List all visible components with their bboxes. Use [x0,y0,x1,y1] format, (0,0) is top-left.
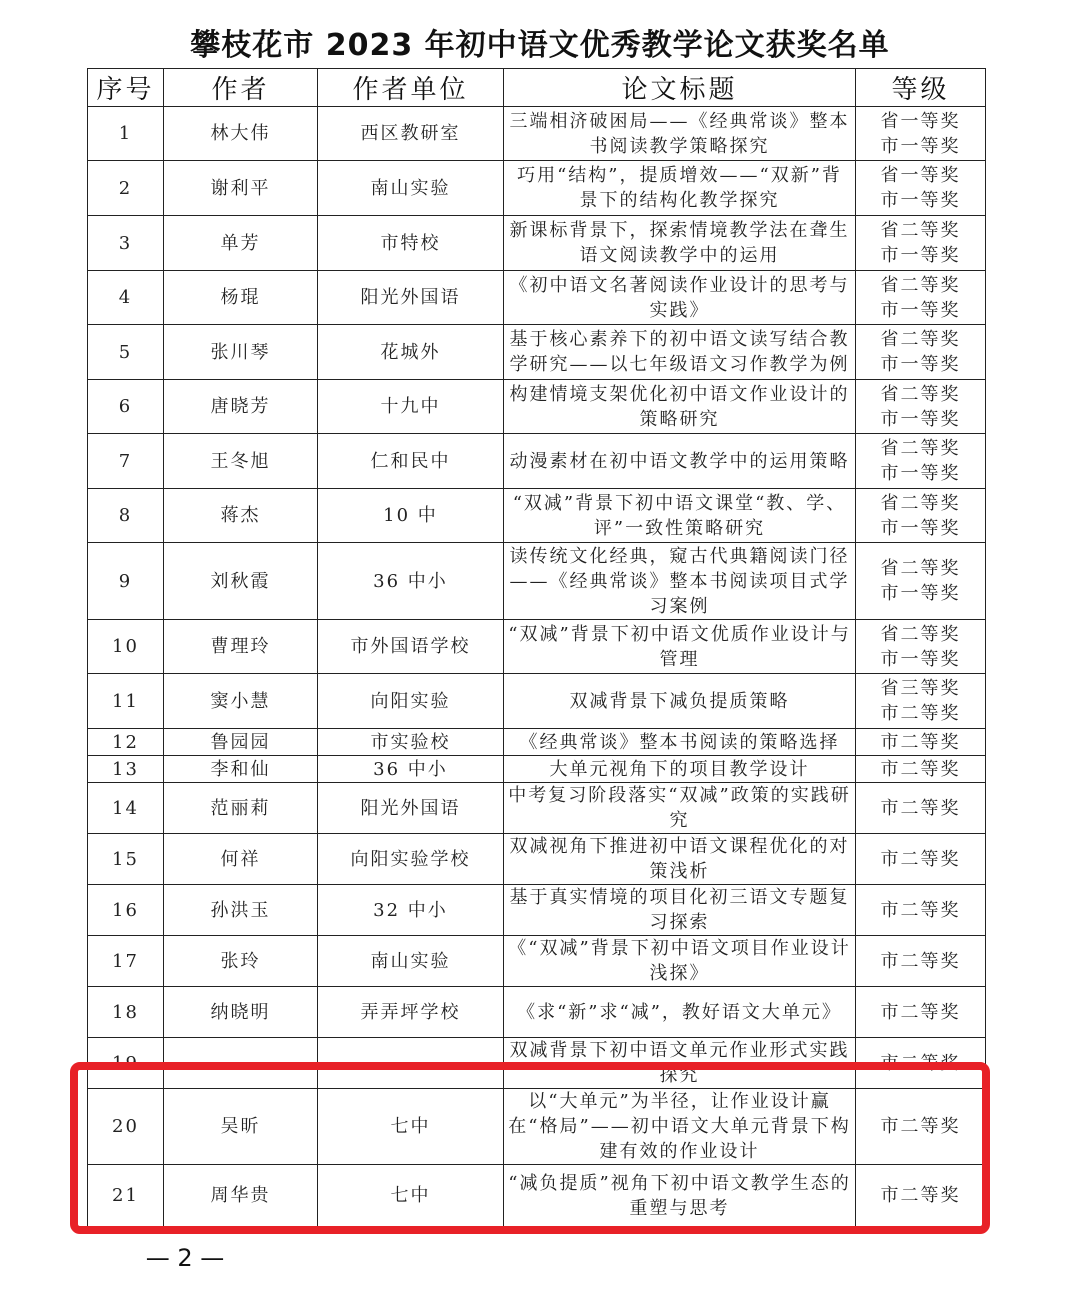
table-header-row [88,69,986,107]
table-row [88,1089,986,1165]
grade-label: 市二等奖 [880,848,961,870]
author-cell: 曹理玲 [164,620,318,674]
grade-cell [856,620,986,674]
table-row [88,434,986,489]
table-row [88,674,986,729]
unit-cell: 阳光外国语 [318,783,504,834]
paper-title-cell: 中考复习阶段落实“双减”政策的实践研究 [504,783,856,834]
grade-cell [856,1089,986,1165]
unit-cell: 32 中小 [318,885,504,936]
grade-cell [856,216,986,271]
paper-title-cell: 双减视角下推进初中语文课程优化的对策浅析 [504,834,856,885]
row-number: 7 [88,434,164,489]
grade-cell [856,783,986,834]
paper-title-cell: 基于核心素养下的初中语文读写结合教学研究——以七年级语文习作教学为例 [504,325,856,380]
row-number: 16 [88,885,164,936]
unit-cell: 花城外 [318,325,504,380]
row-number: 21 [88,1165,164,1227]
unit-cell: 仁和民中 [318,434,504,489]
paper-title-cell: “减负提质”视角下初中语文教学生态的重塑与思考 [504,1165,856,1227]
column-header: 等级 [856,69,986,107]
grade-label: 市一等奖 [880,463,961,484]
grade-label: 市一等奖 [880,190,961,211]
row-number: 8 [88,489,164,543]
column-header: 作者单位 [318,69,504,107]
grade-label: 市一等奖 [880,299,961,321]
unit-cell: 西区教研室 [318,107,504,161]
grade-cell [856,434,986,489]
author-cell: 单芳 [164,216,318,271]
row-number: 17 [88,936,164,987]
column-header: 作者 [164,69,318,107]
grade-label: 省二等奖 [880,558,961,579]
unit-cell: 阳光外国语 [318,271,504,325]
author-cell: 刘秋霞 [164,543,318,620]
unit-cell: 南山实验 [318,161,504,216]
paper-title-cell: 读传统文化经典，窥古代典籍阅读门径——《经典常谈》整本书阅读项目式学习案例 [504,543,856,620]
table-row [88,543,986,620]
grade-cell [856,834,986,885]
row-number: 4 [88,271,164,325]
grade-cell [856,489,986,543]
grade-label: 市一等奖 [880,245,961,266]
paper-title-cell: 构建情境支架优化初中语文作业设计的策略研究 [504,380,856,434]
author-cell: 范丽莉 [164,783,318,834]
grade-label: 市一等奖 [880,354,961,375]
row-number: 6 [88,380,164,434]
grade-cell [856,885,986,936]
author-cell: 何祥 [164,834,318,885]
paper-title-cell: 双减背景下减负提质策略 [504,674,856,729]
author-cell: 王冬旭 [164,434,318,489]
author-cell: 孙洪玉 [164,885,318,936]
unit-cell: 市特校 [318,216,504,271]
grade-label: 省二等奖 [880,438,961,459]
grade-cell [856,271,986,325]
row-number: 3 [88,216,164,271]
author-cell: 蒋杰 [164,489,318,543]
grade-label: 市一等奖 [880,648,961,670]
grade-label: 市二等奖 [880,1001,961,1023]
row-number: 1 [88,107,164,161]
grade-label: 市二等奖 [880,758,961,780]
paper-title-cell: 大单元视角下的项目教学设计 [504,756,856,783]
row-number: 14 [88,783,164,834]
author-cell: 鲁园园 [164,729,318,756]
paper-title-cell: 三端相济破困局——《经典常谈》整本书阅读教学策略探究 [504,107,856,161]
paper-title-cell: 巧用“结构”，提质增效——“双新”背景下的结构化教学探究 [504,161,856,216]
author-cell: 吴昕 [164,1089,318,1165]
column-header: 论文标题 [504,69,856,107]
table-row [88,987,986,1038]
author-cell [164,1038,318,1089]
unit-cell [318,1038,504,1089]
unit-cell: 10 中 [318,489,504,543]
grade-label: 市一等奖 [880,517,961,539]
author-cell: 谢利平 [164,161,318,216]
author-cell: 林大伟 [164,107,318,161]
table-body [88,107,986,1227]
grade-label: 市二等奖 [880,899,961,921]
unit-cell: 七中 [318,1089,504,1165]
grade-label: 省一等奖 [880,165,961,186]
grade-label: 市二等奖 [880,1052,961,1074]
table-row [88,489,986,543]
table-row [88,107,986,161]
row-number: 15 [88,834,164,885]
grade-label: 市二等奖 [880,950,961,972]
grade-label: 省一等奖 [880,110,961,132]
unit-cell: 南山实验 [318,936,504,987]
table-row [88,161,986,216]
unit-cell: 36 中小 [318,756,504,783]
grade-label: 省二等奖 [880,383,961,405]
grade-cell [856,729,986,756]
table-row [88,620,986,674]
grade-cell [856,161,986,216]
table-row [88,885,986,936]
unit-cell: 市外国语学校 [318,620,504,674]
table-row [88,380,986,434]
paper-title-cell: “双减”背景下初中语文优质作业设计与管理 [504,620,856,674]
unit-cell: 向阳实验学校 [318,834,504,885]
awards-table [87,68,986,1227]
grade-label: 市一等奖 [880,583,961,604]
row-number: 18 [88,987,164,1038]
row-number: 10 [88,620,164,674]
row-number: 12 [88,729,164,756]
column-header: 序号 [88,69,164,107]
grade-cell [856,936,986,987]
paper-title-cell: 以“大单元”为半径，让作业设计赢在“格局”——初中语文大单元背景下构建有效的作业设计 [504,1089,856,1165]
page-title: 攀枝花市 2023 年初中语文优秀教学论文获奖名单 [190,28,890,63]
grade-cell [856,756,986,783]
paper-title-cell: 动漫素材在初中语文教学中的运用策略 [504,434,856,489]
table-row [88,729,986,756]
paper-title-cell: 新课标背景下，探索情境教学法在聋生语文阅读教学中的运用 [504,216,856,271]
grade-label: 市二等奖 [880,1116,961,1137]
table-row [88,1165,986,1227]
table-row [88,325,986,380]
author-cell: 纳晓明 [164,987,318,1038]
row-number: 2 [88,161,164,216]
grade-cell [856,674,986,729]
grade-label: 省二等奖 [880,329,961,350]
grade-label: 市二等奖 [880,703,961,724]
paper-title-cell: 《“双减”背景下初中语文项目作业设计浅探》 [504,936,856,987]
author-cell: 周华贵 [164,1165,318,1227]
table-row [88,1038,986,1089]
unit-cell: 市实验校 [318,729,504,756]
author-cell: 张玲 [164,936,318,987]
unit-cell: 七中 [318,1165,504,1227]
unit-cell: 36 中小 [318,543,504,620]
grade-cell [856,1165,986,1227]
table-row [88,756,986,783]
table-row [88,271,986,325]
grade-label: 省二等奖 [880,220,961,241]
author-cell: 张川琴 [164,325,318,380]
row-number: 20 [88,1089,164,1165]
unit-cell: 向阳实验 [318,674,504,729]
grade-label: 市一等奖 [880,408,961,430]
table-row [88,783,986,834]
row-number: 11 [88,674,164,729]
grade-label: 市二等奖 [880,731,961,753]
table-row [88,834,986,885]
paper-title-cell: 基于真实情境的项目化初三语文专题复习探索 [504,885,856,936]
grade-label: 市一等奖 [880,135,961,157]
table-row [88,216,986,271]
unit-cell: 弄弄坪学校 [318,987,504,1038]
author-cell: 唐晓芳 [164,380,318,434]
row-number: 19 [88,1038,164,1089]
grade-cell [856,1038,986,1089]
unit-cell: 十九中 [318,380,504,434]
grade-label: 省二等奖 [880,492,961,514]
author-cell: 李和仙 [164,756,318,783]
grade-cell [856,107,986,161]
grade-cell [856,543,986,620]
row-number: 5 [88,325,164,380]
author-cell: 窦小慧 [164,674,318,729]
grade-cell [856,987,986,1038]
row-number: 9 [88,543,164,620]
grade-cell [856,325,986,380]
paper-title-cell: 双减背景下初中语文单元作业形式实践探究 [504,1038,856,1089]
paper-title-cell: 《求“新”求“减”，教好语文大单元》 [504,987,856,1038]
table-row [88,936,986,987]
row-number: 13 [88,756,164,783]
paper-title-cell: “双减”背景下初中语文课堂“教、学、评”一致性策略研究 [504,489,856,543]
grade-label: 省二等奖 [880,274,961,296]
grade-cell [856,380,986,434]
paper-title-cell: 《经典常谈》整本书阅读的策略选择 [504,729,856,756]
paper-title-cell: 《初中语文名著阅读作业设计的思考与实践》 [504,271,856,325]
page-number: — 2 — [145,1244,225,1272]
author-cell: 杨琨 [164,271,318,325]
grade-label: 省二等奖 [880,623,961,645]
grade-label: 省三等奖 [880,678,961,699]
grade-label: 市二等奖 [880,797,961,819]
grade-label: 市二等奖 [880,1185,961,1206]
